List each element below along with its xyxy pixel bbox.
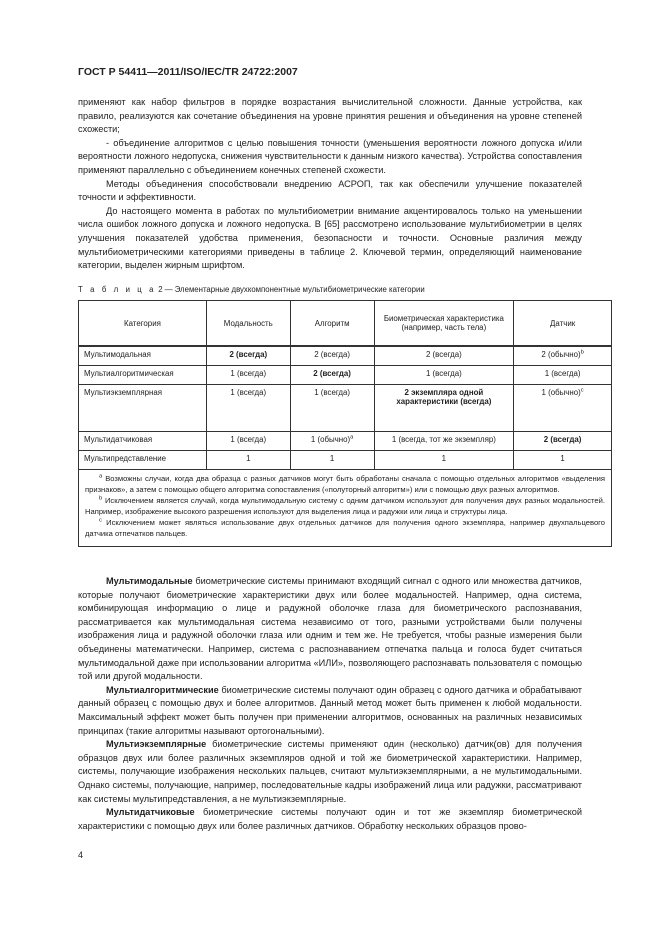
table-row bbox=[79, 385, 612, 432]
algorithm-cell: 2 (всегда) bbox=[290, 346, 374, 366]
column-header: Категория bbox=[79, 301, 207, 347]
column-header: Датчик bbox=[514, 301, 612, 347]
table-row bbox=[79, 366, 612, 385]
sensor-value: 1 (обычно) bbox=[541, 388, 581, 397]
table-row bbox=[79, 346, 612, 366]
intro-paragraph-1: применяют как набор фильтров в порядке возрастания вычислительной сложности. Данные устройства, как правило, реализуются как сочетание объединения на уровне принятия решения и объединения на уровне степеней схожести; bbox=[78, 97, 582, 135]
page-number: 4 bbox=[78, 850, 84, 860]
table-row bbox=[79, 451, 612, 470]
modality-cell: 1 (всегда) bbox=[206, 385, 290, 432]
note-text: Исключением является случай, когда мультимодальную систему с одним датчиком используют для получения двух разных модальностей. Например, изображение высокого разрешения используют для выделения лица и радужки или лица и структуры лица. bbox=[85, 496, 605, 516]
key-term: Мультиалгоритмические bbox=[106, 684, 219, 695]
body-paragraph-multisensor bbox=[78, 806, 582, 833]
sensor-cell bbox=[514, 385, 612, 432]
sensor-value: 2 (обычно) bbox=[541, 350, 581, 359]
characteristic-cell: 2 (всегда) bbox=[374, 346, 514, 366]
sensor-cell: 2 (всегда) bbox=[514, 432, 612, 451]
footnote-mark: a bbox=[350, 434, 354, 441]
algorithm-cell: 2 (всегда) bbox=[290, 366, 374, 385]
table-notes-row bbox=[79, 470, 612, 547]
footnote-mark: a bbox=[99, 473, 103, 480]
modality-cell: 1 bbox=[206, 451, 290, 470]
table-row bbox=[79, 432, 612, 451]
table-note bbox=[85, 496, 605, 517]
intro-section bbox=[78, 96, 582, 273]
footnote-mark: b bbox=[580, 349, 584, 356]
characteristic-cell: 1 (всегда) bbox=[374, 366, 514, 385]
footnote-mark: b bbox=[99, 495, 103, 502]
table-caption-label: Т а б л и ц а bbox=[78, 285, 157, 294]
note-text: Исключением может являться использование двух отдельных датчиков для получения одного экземпляра, например двухпальцевого датчика отпечатков пальцев. bbox=[85, 518, 605, 538]
category-cell: Мультиэкземплярная bbox=[79, 385, 207, 432]
intro-paragraph-2: - объединение алгоритмов с целью повышения точности (уменьшения вероятности ложного допуска и/или вероятности ложного недопуска, снижения чувствительности к данным низкого качества). Устройства сопоставления применяют параллельно с объединением конечных степеней схожести. bbox=[78, 137, 582, 175]
category-cell: Мультиалгоритмическая bbox=[79, 366, 207, 385]
sensor-cell: 1 bbox=[514, 451, 612, 470]
paragraph-text: биометрические системы получают один и тот же экземпляр биометрической характеристики с помощью двух или более различных датчиков. Обработку нескольких образцов прово- bbox=[78, 807, 582, 831]
table-note bbox=[85, 474, 605, 495]
sensor-cell bbox=[514, 346, 612, 366]
body-paragraph-multiinstance bbox=[78, 738, 582, 806]
algorithm-value: 1 (обычно) bbox=[310, 435, 351, 444]
intro-paragraph-3: Методы объединения способствовали внедрению АСРОП, так как обеспечили улучшение показателей точности и эффективности. bbox=[78, 178, 582, 203]
algorithm-cell bbox=[290, 432, 374, 451]
column-header: Алгоритм bbox=[290, 301, 374, 347]
algorithm-cell: 1 (всегда) bbox=[290, 385, 374, 432]
note-text: Возможны случаи, когда два образца с разных датчиков могут быть обработаны сначала с помощью отдельных алгоритмов «выделения признаков», а затем с помощью общего алгоритма сопоставления («полуторный алгоритм») или с помощью двух разных алгоритмов. bbox=[85, 474, 605, 494]
table-note bbox=[85, 518, 605, 539]
characteristic-cell: 1 bbox=[374, 451, 514, 470]
table-caption-text: 2 — Элементарные двухкомпонентные мультибиометрические категории bbox=[158, 285, 425, 294]
body-paragraph-multialgorithmic bbox=[78, 684, 582, 738]
document-header: ГОСТ Р 54411—2011/ISO/IEC/TR 24722:2007 bbox=[78, 66, 298, 78]
column-header: Модальность bbox=[206, 301, 290, 347]
footnote-mark: c bbox=[99, 517, 102, 524]
characteristic-cell: 2 экземпляра одной характеристики (всегда) bbox=[374, 385, 514, 432]
body-paragraph-multimodal bbox=[78, 575, 582, 684]
key-term: Мультимодальные bbox=[106, 576, 193, 586]
intro-paragraph-4: До настоящего момента в работах по мультибиометрии внимание акцентировалось только на уменьшении числа ошибок ложного допуска и ложного недопуска. В [65] рассмотрено использование мультибиометрии в целях улучшения показателей удобства применения, безопасности и точности. Основные различия между мультибиометрическими категориями приведены в таблице 2. Ключевой термин, определяющий наименование категории, выделен жирным шрифтом. bbox=[78, 205, 582, 271]
category-cell: Мультимодальная bbox=[79, 346, 207, 366]
categories-table bbox=[78, 300, 612, 547]
table-caption bbox=[78, 285, 425, 294]
footnote-mark: c bbox=[580, 387, 584, 394]
key-term: Мультидатчиковые bbox=[106, 807, 195, 818]
key-term: Мультиэкземплярные bbox=[106, 739, 207, 750]
column-header: Биометрическая характеристика (например, часть тела) bbox=[374, 301, 514, 347]
modality-cell: 1 (всегда) bbox=[206, 366, 290, 385]
category-cell: Мультидатчиковая bbox=[79, 432, 207, 451]
sensor-cell: 1 (всегда) bbox=[514, 366, 612, 385]
body-section bbox=[78, 575, 582, 833]
table-header-row bbox=[79, 301, 612, 347]
modality-cell: 1 (всегда) bbox=[206, 432, 290, 451]
table-notes bbox=[79, 470, 612, 547]
category-cell: Мультипредставление bbox=[79, 451, 207, 470]
paragraph-text: биометрические системы получают один образец с одного датчика и обрабатывают данный образец с помощью двух и более алгоритмов. Данный метод может быть применен к любой модальности. Максимальный эффект может быть получен при применении алгоритмов, основанных на различных независимых принципах (такие алгоритмы называют ортогональными). bbox=[78, 684, 582, 736]
algorithm-cell: 1 bbox=[290, 451, 374, 470]
characteristic-cell: 1 (всегда, тот же экземпляр) bbox=[374, 432, 514, 451]
modality-cell: 2 (всегда) bbox=[206, 346, 290, 366]
paragraph-text: биометрические системы принимают входящий сигнал с одного или множества датчиков, которые получают биометрические характеристики двух или более модальностей. Например, одна система, комбинирующая информацию о лице и радужной оболочке глаза для биометрического распознавания, рассматривается как мультимодальная система независимо от того, разными устройствами были получены изображения лица и радужной оболочки глаза или одним и тем же. Не требуется, чтобы разные измерения были объединены математически. Например, система с распознаванием отпечатка пальца и голоса будет считаться мультимодальной даже при использовании алгоритма «ИЛИ», позволяющего распознавать пользователя с помощью той или другой модальности. bbox=[78, 576, 582, 682]
paragraph-text: биометрические системы применяют один (несколько) датчик(ов) для получения образцов двух или более различных экземпляров одной и той же биометрической характеристики. Например, системы, получающие изображения нескольких пальцев, считают мультиэкземплярными, а не мультимодальными. Однако системы, получающие, например, последовательные кадры изображений лица или радужки, рассматривают как системы мультипредставления, а не мультиэкземплярные. bbox=[78, 739, 582, 804]
